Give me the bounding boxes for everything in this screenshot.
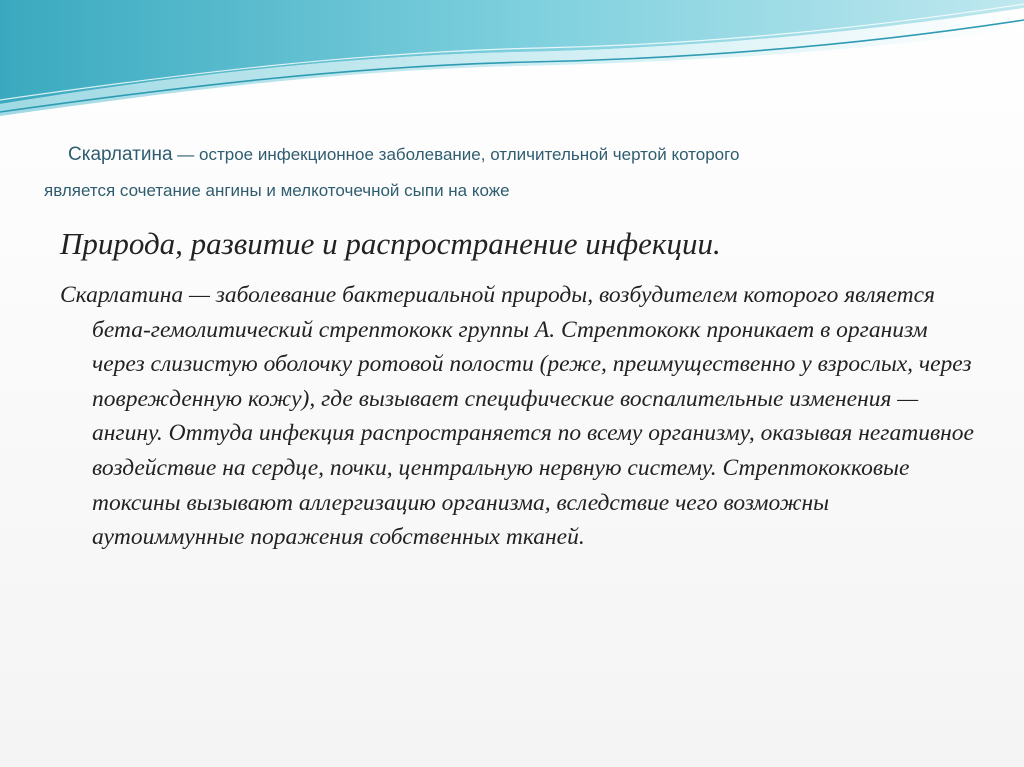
- title-definition-start: — острое инфекционное заболевание, отличительной чертой которого: [172, 145, 740, 164]
- title-term: Скарлатина: [68, 144, 173, 165]
- section-heading: Природа, развитие и распространение инфекции.: [60, 226, 721, 261]
- slide-title: [44, 136, 944, 210]
- header-wave-decoration: [0, 0, 1024, 130]
- body-paragraph: Скарлатина — заболевание бактериальной природы, возбудителем которого является бета-гемолитический стрептококк группы А. Стрептококк проникает в организм через слизистую оболочку ротовой полости (реже, преимущественно у взрослых, через поврежденную кожу), где вызывает специфические воспалительные изменения — ангину. Оттуда инфекция распространяется по всему организму, оказывая негативное воздействие на сердце, почки, центральную нервную систему. Стрептококковые токсины вызывают аллергизацию организма, вследствие чего возможны аутоиммунные поражения собственных тканей.: [60, 282, 974, 551]
- title-line-1: [44, 136, 944, 174]
- title-line-2: является сочетание ангины и мелкоточечной сыпи на коже: [44, 181, 510, 200]
- slide-content: [60, 222, 980, 555]
